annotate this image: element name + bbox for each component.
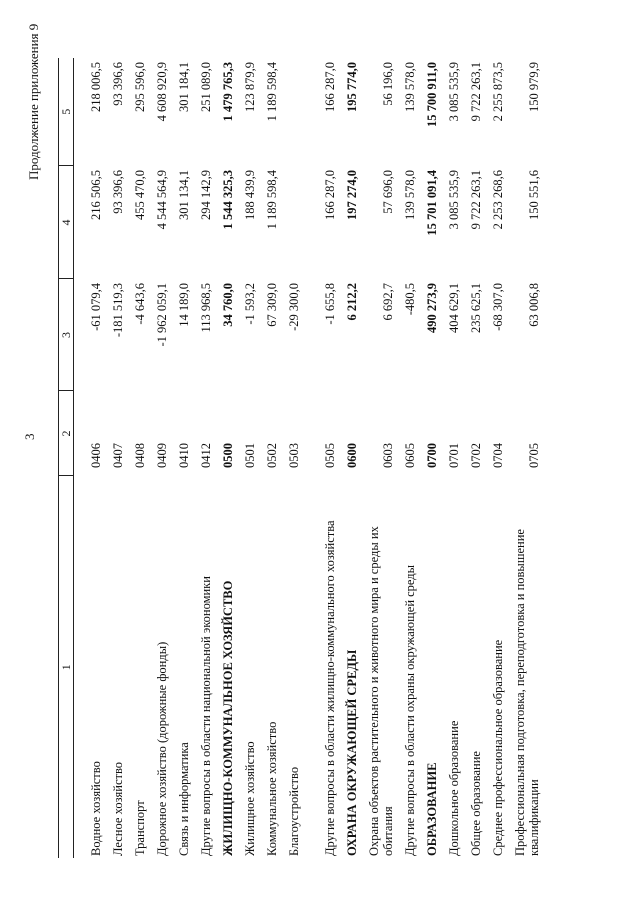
row-value-col3: 34 760,0 [221,283,236,327]
row-code: 0503 [287,443,302,468]
row-code: 0603 [381,443,396,468]
table-row [419,58,441,858]
table-row [463,58,485,858]
table-row [74,58,106,858]
row-value-col5: 166 287,0 [323,62,338,112]
row-value-col5: 3 085 535,9 [447,62,462,122]
row-code: 0410 [177,443,192,468]
row-value-col3: -1 962 059,1 [155,283,170,347]
row-value-col4: 166 287,0 [323,170,338,220]
row-code: 0409 [155,443,170,468]
appendix-caption: Продолжение приложения 9 [26,23,41,180]
row-value-col4: 15 701 091,4 [425,170,440,236]
row-value-col5: 218 006,5 [89,62,104,112]
row-name: Другие вопросы в области национальной экономики [199,576,214,856]
row-value-col5: 56 196,0 [381,62,396,106]
table-row [303,58,339,858]
row-value-col4 [281,166,303,279]
row-code: 0412 [199,443,214,468]
row-value-col4: 216 506,5 [89,170,104,220]
row-name: ОБРАЗОВАНИЕ [425,762,440,856]
table-row [149,58,171,858]
row-code: 0502 [265,443,280,468]
column-header: 2 [59,391,74,476]
table-row [485,58,507,858]
row-code: 0701 [447,443,462,468]
row-name: Другие вопросы в области жилищно-коммунального хозяйства [323,520,338,856]
row-code: 0704 [491,443,506,468]
row-code: 0505 [323,443,338,468]
row-value-col4: 2 253 268,6 [491,170,506,230]
row-value-col5: 4 608 920,9 [155,62,170,122]
row-value-col4: 150 551,6 [527,170,542,220]
row-value-col5: 123 879,9 [243,62,258,112]
row-code: 0700 [425,443,440,468]
row-name: Дорожное хозяйство (дорожные фонды) [155,641,170,856]
table-body [74,58,544,858]
table-row [281,58,303,858]
row-value-col3: -480,5 [403,283,418,316]
row-code: 0407 [111,443,126,468]
table-row [361,58,397,858]
table-row [339,58,361,858]
row-value-col4: 455 470,0 [133,170,148,220]
row-name: Водное хозяйство [89,761,104,856]
row-name: Лесное хозяйство [111,761,126,856]
row-code: 0501 [243,443,258,468]
row-code: 0406 [89,443,104,468]
row-name: Жилищное хозяйство [243,741,258,856]
row-value-col4: 197 274,0 [345,170,360,220]
row-value-col5: 139 578,0 [403,62,418,112]
row-name: ЖИЛИЩНО-КОММУНАЛЬНОЕ ХОЗЯЙСТВО [221,580,236,856]
row-value-col5: 1 479 765,3 [221,62,236,122]
row-name: Дошкольное образование [447,720,462,856]
row-value-col5: 251 089,0 [199,62,214,112]
table-row [259,58,281,858]
table-row [237,58,259,858]
row-value-col5: 9 722 263,1 [469,62,484,122]
row-value-col4: 3 085 535,9 [447,170,462,230]
row-name: Транспорт [133,800,148,856]
row-value-col3: 113 968,5 [199,283,214,333]
row-value-col4: 4 544 564,9 [155,170,170,230]
row-value-col3: -68 307,0 [491,283,506,331]
row-value-col3: -29 300,0 [287,283,302,331]
row-value-col4: 139 578,0 [403,170,418,220]
table-row [507,58,543,858]
row-value-col4: 9 722 263,1 [469,170,484,230]
page-number: 3 [22,433,37,440]
row-value-col3: 6 692,7 [381,283,396,321]
row-value-col3: -4 643,6 [133,283,148,325]
row-name: Профессиональная подготовка, переподготовка и повышение квалификации [512,529,542,856]
row-value-col3: -181 519,3 [111,283,126,338]
row-value-col4: 93 396,6 [111,170,126,214]
row-value-col4: 294 142,9 [199,170,214,220]
table-row [397,58,419,858]
row-code: 0605 [403,443,418,468]
row-value-col5 [281,58,303,166]
row-value-col3: 404 629,1 [447,283,462,333]
row-value-col3: -1 655,8 [323,283,338,325]
row-name: Коммунальное хозяйство [265,721,280,856]
row-name: Связь и информатика [177,742,192,856]
table-row [215,58,237,858]
table-row [105,58,127,858]
row-value-col3: 235 625,1 [469,283,484,333]
row-value-col4: 1 544 325,3 [221,170,236,230]
table-header [59,58,74,858]
row-code: 0600 [345,443,360,468]
row-name: Другие вопросы в области охраны окружающей среды [403,564,418,856]
row-code: 0705 [527,443,542,468]
row-value-col5: 15 700 911,0 [425,62,440,127]
table-row [127,58,149,858]
table-row [171,58,193,858]
column-header: 5 [59,58,74,166]
row-value-col5: 301 184,1 [177,62,192,112]
row-name: ОХРАНА ОКРУЖАЮЩЕЙ СРЕДЫ [345,649,360,856]
row-value-col3: 6 212,2 [345,283,360,321]
row-value-col3: 63 006,8 [527,283,542,327]
row-code: 0500 [221,443,236,468]
row-value-col5: 150 979,9 [527,62,542,112]
table-row [441,58,463,858]
row-value-col3: 14 189,0 [177,283,192,327]
row-value-col3: 490 273,9 [425,283,440,333]
row-value-col3: -61 079,4 [89,283,104,331]
row-value-col5: 93 396,6 [111,62,126,106]
row-value-col5: 295 596,0 [133,62,148,112]
row-code: 0702 [469,443,484,468]
row-name: Благоустройство [287,766,302,856]
row-code: 0408 [133,443,148,468]
column-header: 4 [59,166,74,279]
row-value-col4: 57 696,0 [381,170,396,214]
row-value-col4: 1 189 598,4 [265,170,280,230]
row-value-col4: 188 439,9 [243,170,258,220]
row-name: Охрана объектов растительного и животного мира и среды их обитания [366,526,396,856]
row-value-col3: 67 309,0 [265,283,280,327]
row-value-col5: 195 774,0 [345,62,360,112]
row-name: Среднее профессиональное образование [491,639,506,856]
row-name: Общее образование [469,751,484,856]
column-header: 1 [59,476,74,858]
column-header: 3 [59,279,74,391]
table-row [193,58,215,858]
row-value-col4: 301 134,1 [177,170,192,220]
row-value-col5: 2 255 873,5 [491,62,506,122]
row-value-col5: 1 189 598,4 [265,62,280,122]
row-value-col3: -1 593,2 [243,283,258,325]
budget-table [58,58,543,858]
